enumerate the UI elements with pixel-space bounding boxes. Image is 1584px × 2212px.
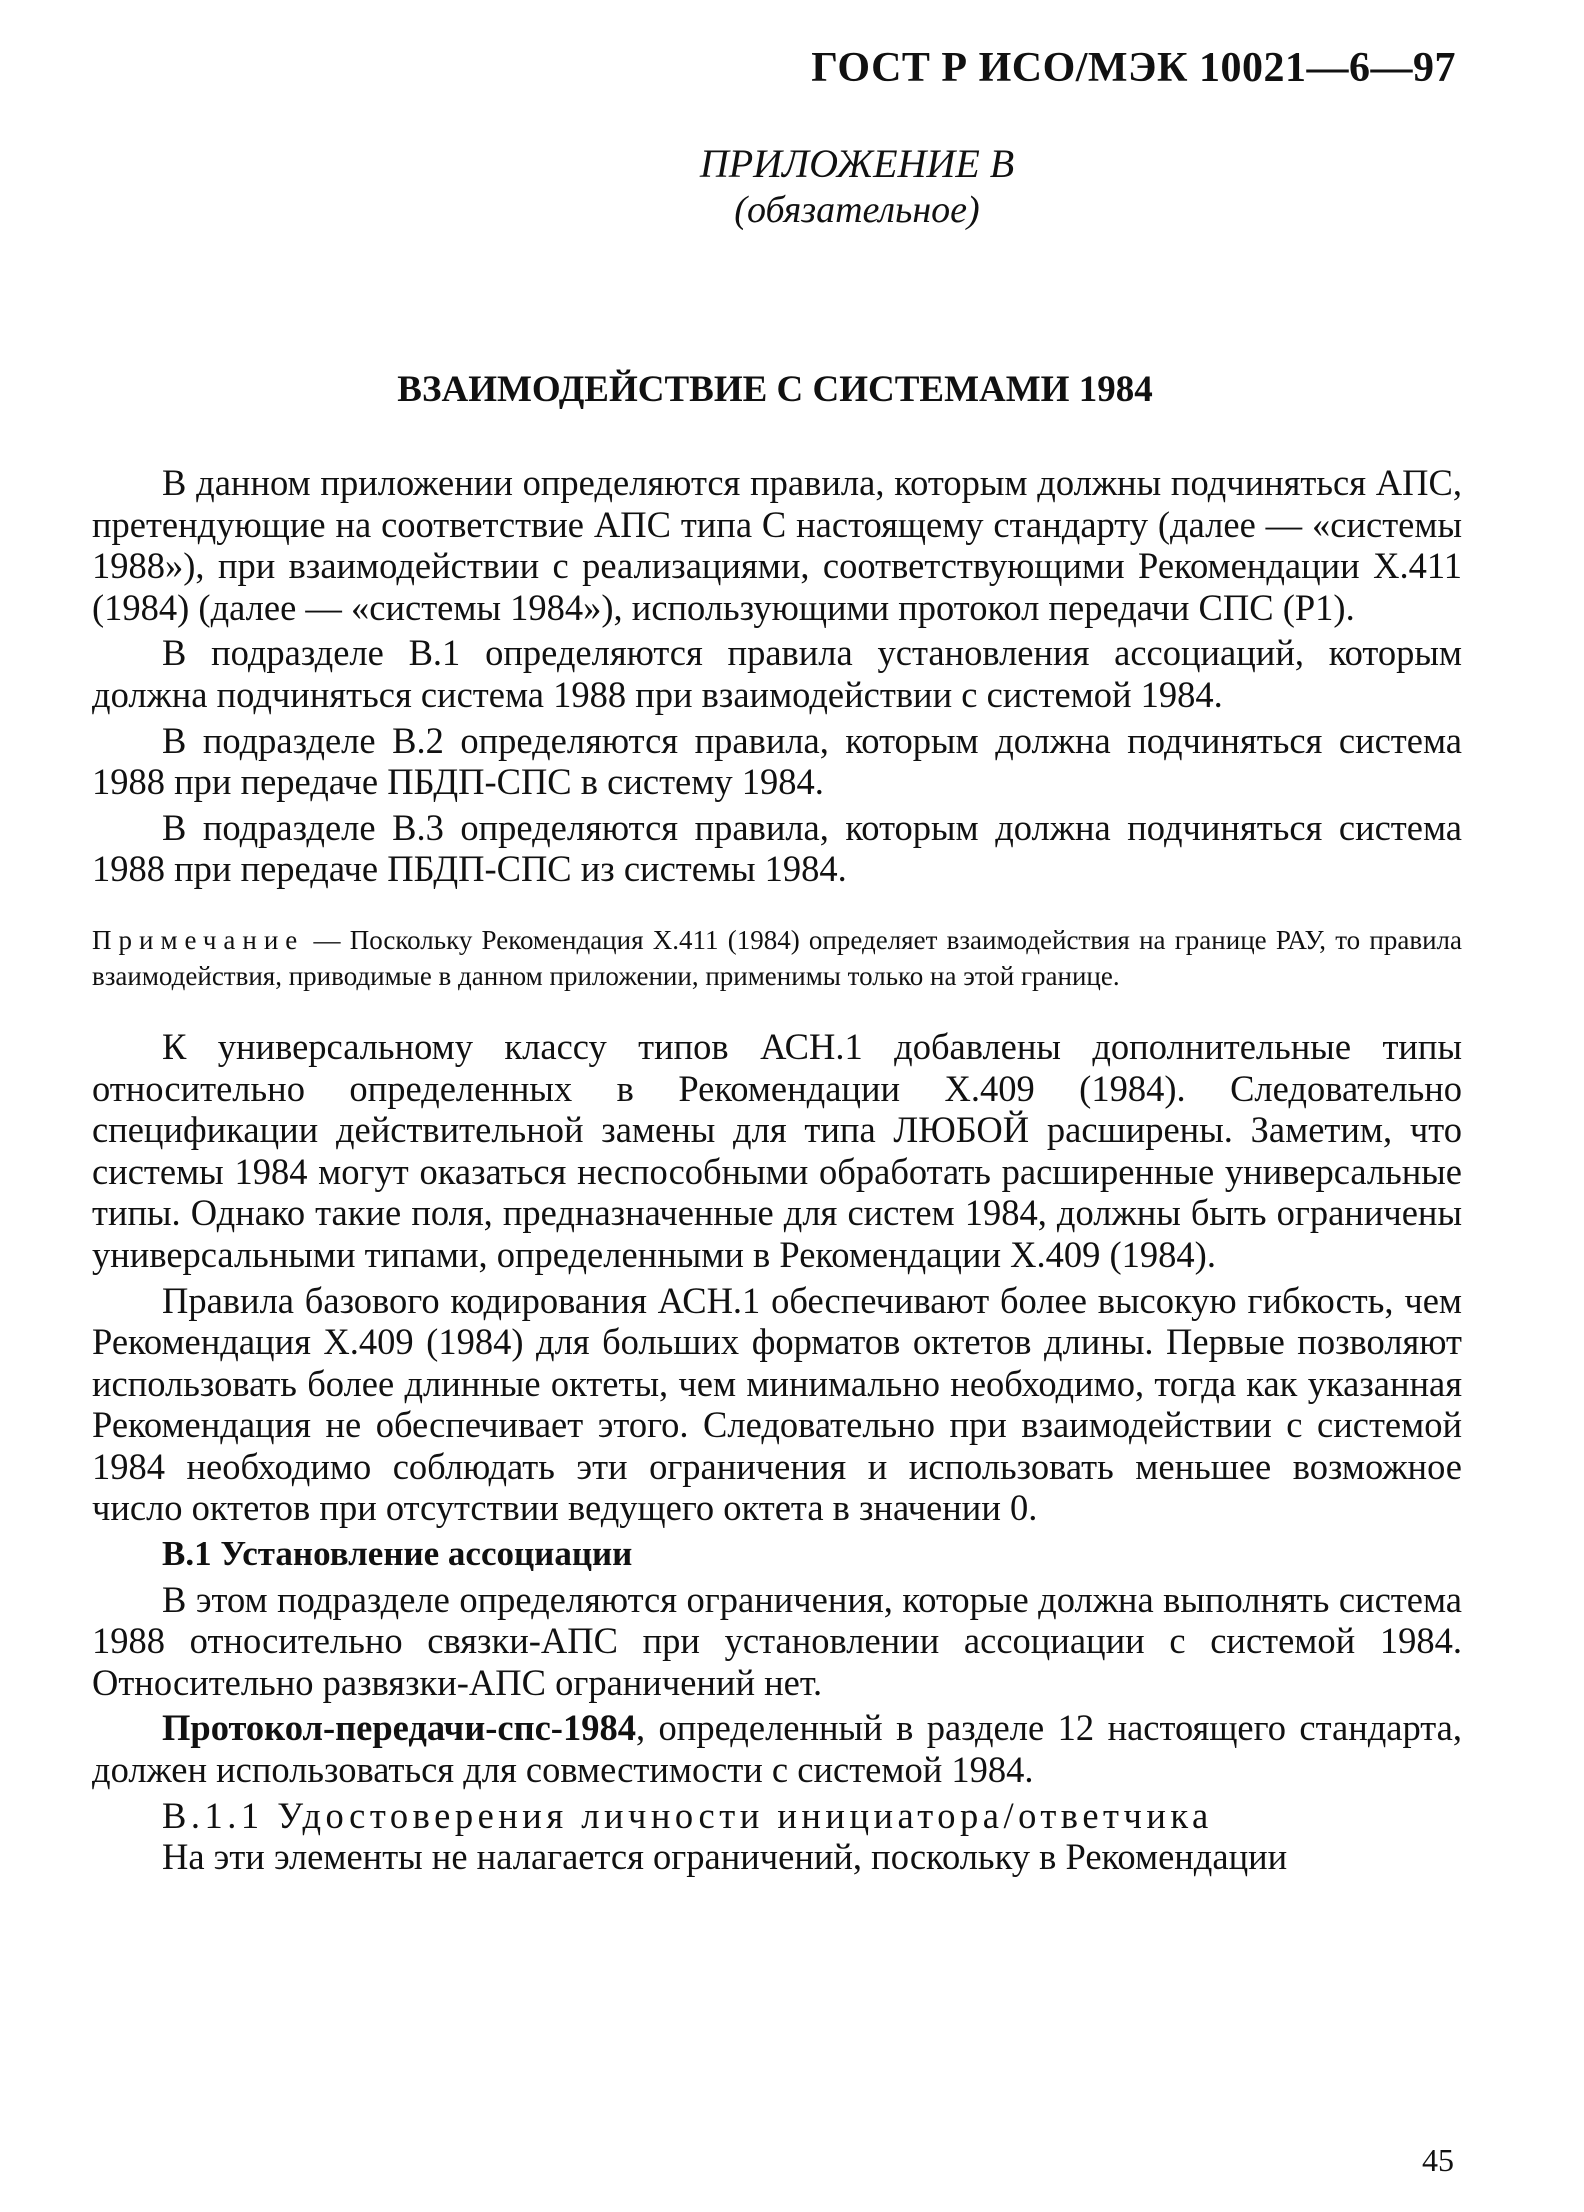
paragraph-intro: В данном приложении определяются правила, которым должны подчиняться АПС, претендующие на соответствие АПС типа С настоящему стандарту (далее — «системы 1988»), при взаимодействии с реализациями, соответствующими Рекомендации X.411 (1984) (далее — «системы 1984»), использующими протокол передачи СПС (Р1). <box>92 462 1462 628</box>
paragraph-b1-intro: В этом подразделе определяются ограничения, которые должна выполнять система 1988 относительно связки-АПС при установлении ассоциации с системой 1984. Относительно развязки-АПС ограничений нет. <box>92 1578 1462 1703</box>
standard-header: ГОСТ Р ИСО/МЭК 10021—6—97 <box>811 45 1456 91</box>
paragraph-protocol <box>92 1707 1462 1790</box>
paragraph-b3-summary: В подразделе В.3 определяются правила, которым должна подчиняться система 1988 при передаче ПБДП-СПС из системы 1984. <box>92 806 1462 890</box>
note-label: Примечание <box>92 924 305 955</box>
note-text: — Поскольку Рекомендация X.411 (1984) определяет взаимодействия на границе РАУ, то правила взаимодействия, приводимые в данном приложении, применимы только на этой границе. <box>92 924 1462 991</box>
paragraph-b2-summary: В подразделе В.2 определяются правила, которым должна подчиняться система 1988 при передаче ПБДП-СПС в систему 1984. <box>92 719 1462 803</box>
protocol-term: Протокол-передачи-спс-1984 <box>162 1707 636 1749</box>
section-title: ВЗАИМОДЕЙСТВИЕ С СИСТЕМАМИ 1984 <box>397 369 1153 410</box>
appendix-block <box>0 140 1584 232</box>
subsection-heading-b1: В.1 Установление ассоциации <box>162 1534 633 1574</box>
page-number: 45 <box>1422 2142 1454 2178</box>
protocol-text: , определенный в разделе 12 настоящего стандарта, должен использоваться для совместимости с системой 1984. <box>92 1707 1462 1791</box>
paragraph-b1-summary: В подразделе В.1 определяются правила установления ассоциаций, которым должна подчиняться система 1988 при взаимодействии с системой 1984. <box>92 632 1462 715</box>
paragraph-asn1-encoding: Правила базового кодирования АСН.1 обеспечивают более высокую гибкость, чем Рекомендация X.409 (1984) для больших форматов октетов длины. Первые позволяют использовать более длинные октеты, чем минимально необходимо, тогда как указанная Рекомендация не обеспечивает этого. Следовательно при взаимодействии с системой 1984 необходимо соблюдать эти ограничения и использовать меньшее возможное число октетов при отсутствии ведущего октета в значении 0. <box>92 1279 1462 1529</box>
subsection-heading-b11: В.1.1 Удостоверения личности инициатора/ответчика <box>162 1794 1213 1836</box>
note <box>92 922 1462 994</box>
paragraph-asn1-types: К универсальному классу типов АСН.1 добавлены дополнительные типы относительно определенных в Рекомендации X.409 (1984). Следовательно спецификации действительной замены для типа ЛЮБОЙ расширены. Заметим, что системы 1984 могут оказаться неспособными обработать расширенные универсальные типы. Однако такие поля, предназначенные для систем 1984, должны быть ограничены универсальными типами, определенными в Рекомендации X.409 (1984). <box>92 1025 1462 1275</box>
paragraph-b11-text: На эти элементы не налагается ограничений, поскольку в Рекомендации <box>162 1836 1288 1878</box>
document-body <box>92 462 1462 1878</box>
appendix-title: ПРИЛОЖЕНИЕ В <box>699 141 1015 186</box>
appendix-subtitle: (обязательное) <box>734 189 980 231</box>
